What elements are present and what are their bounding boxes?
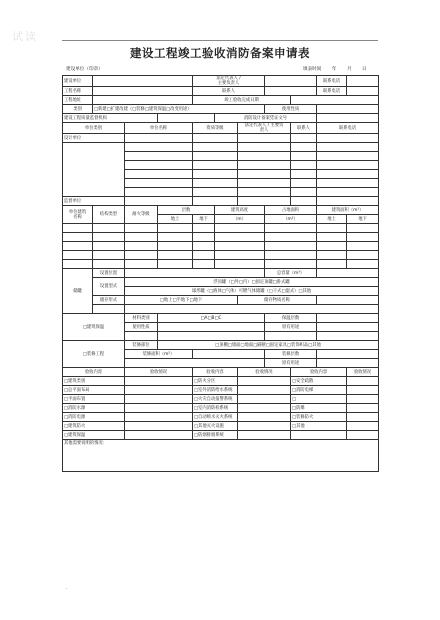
date-field: 填表时间 年 月 日 (303, 67, 367, 72)
row-building-head1: 单位建筑 名称 结构类型 耐火等级 层数 建筑高度 占地面积 建筑面积（m²） (63, 206, 379, 215)
row-acc-4: □消防水源 □室内消防栓系统 □防爆 (63, 404, 379, 413)
row-tank-form1: 设置型式 浮顶罐（□外□内）□固定顶罐□卧式罐 (63, 278, 379, 287)
project-address-field[interactable] (93, 96, 193, 105)
row-unit-headers: 单位类别 单位名称 资质等级 法定代表人 / 主要负 责人 联系人 联系电话 (63, 123, 379, 134)
application-table (62, 75, 379, 472)
row-design-unit: 设计单位 (63, 134, 379, 143)
row-supervision-unit: 监督单位 (63, 197, 379, 206)
row-acc-2: □总平面布局 □室外消防给水系统 □消防电梯 (63, 386, 379, 395)
project-name-field[interactable] (93, 87, 193, 96)
row-unit: 建设单位 法定代表人 / 主要负责人 联系电话 (63, 76, 379, 87)
row-acc-5: □消防电源 □自动喷水灭火系统 □装修防火 (63, 413, 379, 422)
row-decoration-use: 原有用途 (63, 359, 379, 368)
row-acc-1: □建筑类别 □防火分区 □安全疏散 (63, 377, 379, 386)
row-acceptance-head: 验收内容 验收情况 验收内容 验收情况 验收内容 验收情况 (63, 368, 379, 377)
row-project-address: 工程地址 竣工验收完成日期 (63, 96, 379, 105)
row-review-org: 建设工程质量监督机构 消防设计备案凭证文号 (63, 114, 379, 123)
applicant-label: 建设单位（印章） (66, 67, 103, 72)
row-other-notes: 其他需要说明的情况： (63, 440, 379, 472)
row-decoration-part: □装修工程 装修部位 □顶棚□墙面□地面□隔断□固定家具□装饰织品□其他 (63, 341, 379, 350)
row-project-name: 工程名称 联系人 联系电话 (63, 87, 379, 96)
row-acc-6: □建筑防火 □其他灭火设施 □其他 (63, 422, 379, 431)
row-decoration-area: 装修面积（m²） 装修层数 (63, 350, 379, 359)
category-options[interactable]: □新建□扩建改建（□装修□建筑保温□改变用途） (93, 105, 265, 114)
row-acc-7: □建筑保温 □防烟排烟系统 (63, 431, 379, 440)
footer-dot: · (66, 586, 68, 592)
form-title: 建设工程竣工验收消防备案申请表 (130, 46, 310, 60)
form-page: 试读 建设工程竣工验收消防备案申请表 建设单位（印章） 填表时间 年 月 日 建设单位 法定代表人 / 主要负责人 联系电话 工程名称 联系人 联系电话 工程地址 竣工验收完成日期 类别 □新建□扩建改建（□装修□建筑保温□改变用途） 使用性质 建设工程质量监督机构 消防设计备案凭证文号 单位类别 单位名称 资质等级 法定代表人 / 主要负 责人 联系人 联系电话 设计单位 监督单位 单位建筑 名称 结构类型 耐火等级 层数 建筑高度 占地面积 建筑面积（m²） 地上 地下 （m） （m²） 地上 地下 储罐 设置位置 总容量（m³） 设置型式 浮顶罐（□外□内）□固定顶罐□卧式罐 球形罐（□液体□气体）可燃气体储罐（□干式□湿式）□其他 储存形式 □地上□半地下□地下 储存物质名称 □建筑保温 材料类别 □A□B□C 保温层数 使用性质 原有用途 □装修工程 装修部位 □顶棚□墙面□地面□隔断□固定家具□装饰织品□其他 装修面积（m²） 装修层数 原有用途 验收内容 验收情况 验收内容 验收情况 验收内容 验收情况 □建筑类别 □防火分区 □安全疏散 □总平面布局 □室外消防给水系统 □消防电梯 □平面布置 □火灾自动报警系统 □ □消防水源 □室内消防栓系统 □防爆 □消防电源 □自动喷水灭火系统 □装修防火 □建筑防火 □其他灭火设施 □其他 □建筑保温 □防烟排烟系统 其他需要说明的情况： · (0, 0, 440, 620)
row-category: 类别 □新建□扩建改建（□装修□建筑保温□改变用途） 使用性质 (63, 105, 379, 114)
row-insulation-usage: 使用性质 原有用途 (63, 323, 379, 332)
row-building-head2: 地上 地下 （m） （m²） 地上 地下 (63, 215, 379, 224)
row-acc-3: □平面布置 □火灾自动报警系统 □ (63, 395, 379, 404)
row-tank-storage: 储存形式 □地上□半地下□地下 储存物质名称 (63, 296, 379, 305)
top-rule (62, 40, 378, 41)
unit-name-field[interactable] (93, 76, 193, 87)
row-tank-form2: 球形罐（□液体□气体）可燃气体储罐（□干式□湿式）□其他 (63, 287, 379, 296)
row-insulation-material: □建筑保温 材料类别 □A□B□C 保温层数 (63, 314, 379, 323)
row-tank-location: 储罐 设置位置 总容量（m³） (63, 269, 379, 278)
